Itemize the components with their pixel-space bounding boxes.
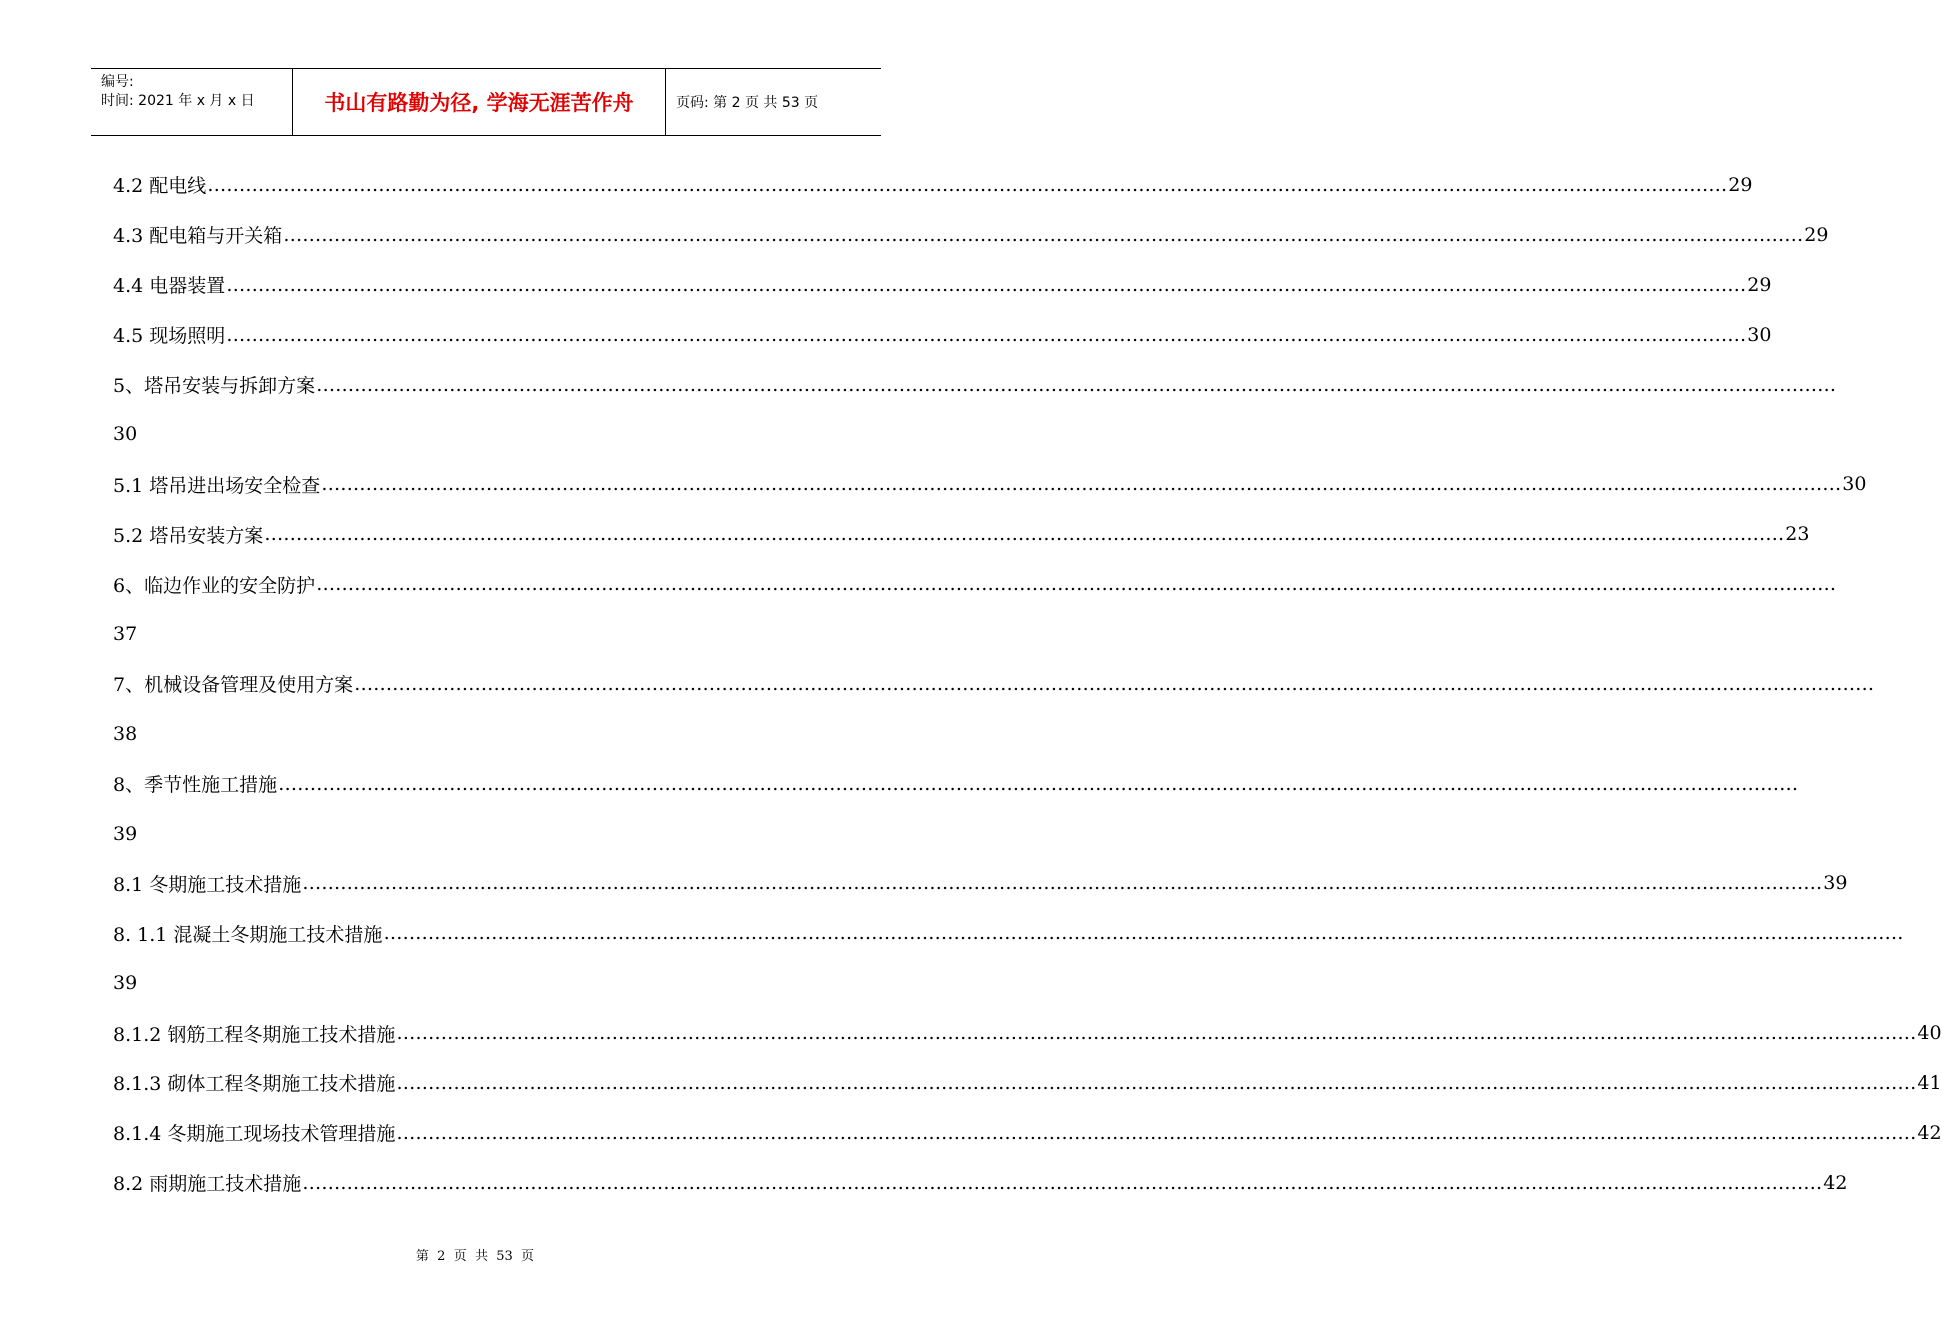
toc-entry-label: 4.2 配电线 [113, 175, 207, 198]
toc-entry [113, 1058, 1942, 1108]
toc-entry [113, 360, 1837, 410]
toc-entry-leader: …………………………………………………………………………………………………………………………………………………………………………………………………………………… [283, 223, 1804, 246]
toc-entry-page: 29 [1804, 223, 1829, 246]
toc-entry-label: 7、机械设备管理及使用方案 [113, 674, 354, 697]
header-page-label: 页码: 第 2 页 共 53 页 [676, 95, 819, 111]
toc-entry-leader: …………………………………………………………………………………………………………………………………………………………………………………………………………………… [302, 872, 1823, 895]
toc-entry-page: 38 [113, 722, 138, 745]
toc-entry-page: 30 [1842, 473, 1867, 496]
toc-entry-leader: …………………………………………………………………………………………………………………………………………………………………………………………………………………… [321, 473, 1842, 496]
toc-entry-label: 4.5 现场照明 [113, 325, 226, 348]
toc-entry-leader: …………………………………………………………………………………………………………………………………………………………………………………………………………………… [354, 672, 1875, 695]
toc-entry-page: 42 [1823, 1171, 1848, 1194]
toc-entry [113, 1008, 1942, 1058]
toc-entry-leader: …………………………………………………………………………………………………………………………………………………………………………………………………………………… [316, 573, 1837, 596]
toc-entry [113, 1108, 1942, 1158]
toc-entry-label: 5、塔吊安装与拆卸方案 [113, 375, 316, 397]
header-motto: 书山有路勤为径, 学海无涯苦作舟 [324, 91, 634, 115]
toc-entry-label: 8.2 雨期施工技术措施 [113, 1173, 302, 1196]
toc-entry-label: 6、临边作业的安全防护 [113, 574, 316, 597]
toc-entry-page: 29 [1728, 173, 1753, 196]
toc-entry [113, 559, 1837, 609]
toc-entry [113, 1158, 1848, 1208]
toc-entry [113, 409, 858, 459]
toc-entry-page: 41 [1917, 1071, 1942, 1094]
document-number-label: 编号: [101, 74, 134, 90]
toc-entry-page: 39 [113, 822, 138, 845]
toc-entry-page: 29 [1747, 273, 1772, 296]
toc-entry-leader: …………………………………………………………………………………………………………………………………………………………………………………………………………………… [264, 523, 1785, 546]
toc-entry-label: 8.1.3 砌体工程冬期施工技术措施 [113, 1073, 396, 1096]
toc-entry-page: 42 [1917, 1121, 1942, 1144]
toc-entry [113, 509, 1810, 559]
toc-entry [113, 858, 1848, 908]
toc-entry-label: 4.3 配电箱与开关箱 [113, 225, 283, 248]
toc-entry-page: 30 [1747, 323, 1772, 346]
toc-entry [113, 210, 1829, 260]
toc-entry-label: 5.1 塔吊进出场安全检查 [113, 474, 321, 497]
header-page-info [666, 69, 881, 135]
toc-entry-label: 8. 1.1 混凝土冬期施工技术措施 [113, 923, 383, 946]
toc-entry-leader: …………………………………………………………………………………………………………………………………………………………………………………………………………………… [226, 323, 1747, 346]
toc-entry [113, 459, 1867, 509]
page-footer: 第 2 页 共 53 页 [415, 1249, 535, 1264]
toc-entry-leader: …………………………………………………………………………………………………………………………………………………………………………………………………………………… [396, 1071, 1917, 1094]
toc-entry-label: 8.1.2 钢筋工程冬期施工技术措施 [113, 1023, 396, 1046]
document-time-label: 时间: 2021 年 x 月 x 日 [101, 93, 255, 109]
toc-entry-leader: …………………………………………………………………………………………………………………………………………………………………………………………………………………… [383, 922, 1904, 945]
toc-entry-label: 8、季节性施工措施 [113, 774, 278, 797]
header-meta [91, 69, 293, 135]
toc-entry-leader: …………………………………………………………………………………………………………………………………………………………………………………………………………………… [302, 1171, 1823, 1194]
toc-entry-page: 39 [113, 972, 138, 995]
toc-entry-label: 8.1 冬期施工技术措施 [113, 873, 302, 896]
toc-entry-leader: …………………………………………………………………………………………………………………………………………………………………………………………………………………… [396, 1121, 1917, 1144]
toc-entry-label: 5.2 塔吊安装方案 [113, 524, 264, 547]
toc-entry [113, 659, 1875, 709]
toc-entry-page: 37 [113, 622, 138, 645]
toc-entry [113, 809, 858, 859]
toc-entry-leader: …………………………………………………………………………………………………………………………………………………………………………………………………………………… [396, 1022, 1917, 1045]
toc-entry [113, 260, 1772, 310]
toc-entry-leader: …………………………………………………………………………………………………………………………………………………………………………………………………………………… [207, 173, 1728, 196]
toc-entry [113, 908, 1904, 958]
toc-entry-leader: …………………………………………………………………………………………………………………………………………………………………………………………………………………… [226, 273, 1747, 296]
toc-entry [113, 310, 1772, 360]
toc-entry-page: 40 [1917, 1022, 1942, 1045]
toc-entry [113, 709, 858, 759]
toc-entry-page: 23 [1785, 523, 1810, 546]
toc-entry-leader: …………………………………………………………………………………………………………………………………………………………………………………………………………………… [316, 373, 1837, 396]
toc-entry [113, 609, 858, 659]
toc-entry-leader: …………………………………………………………………………………………………………………………………………………………………………………………………………………… [278, 772, 1799, 795]
table-of-contents [113, 160, 1942, 1208]
toc-entry-label: 8.1.4 冬期施工现场技术管理措施 [113, 1123, 396, 1146]
toc-entry-page: 39 [1823, 872, 1848, 895]
toc-entry [113, 160, 1753, 210]
toc-entry [113, 759, 1799, 809]
toc-entry [113, 958, 858, 1008]
toc-entry-page: 30 [113, 423, 138, 446]
header-motto-cell [293, 69, 666, 135]
page-header [91, 68, 881, 136]
toc-entry-label: 4.4 电器装置 [113, 275, 226, 298]
